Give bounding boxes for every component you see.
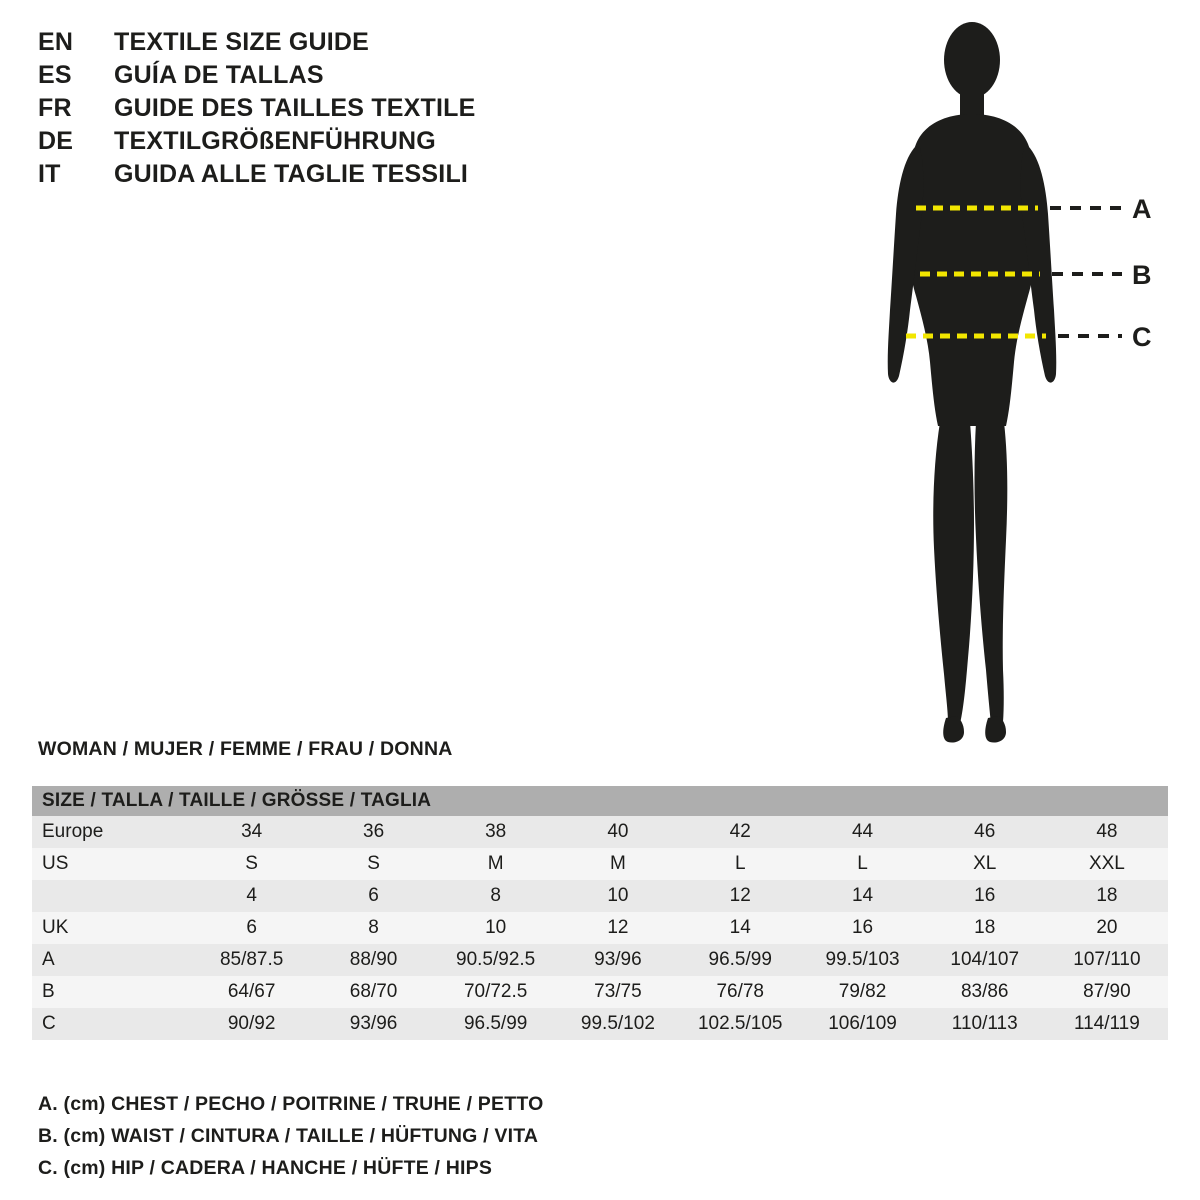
table-cell: 14 <box>679 912 801 944</box>
legend-item-hip: C. (cm) HIP / CADERA / HANCHE / HÜFTE / HIPS <box>38 1157 493 1179</box>
table-cell: 83/86 <box>924 976 1046 1008</box>
table-cell: 87/90 <box>1046 976 1168 1008</box>
table-cell: 104/107 <box>924 944 1046 976</box>
table-cell: 79/82 <box>801 976 923 1008</box>
table-cell: 6 <box>191 912 313 944</box>
table-cell: 70/72.5 <box>434 976 556 1008</box>
language-code: DE <box>38 127 74 155</box>
table-title: SIZE / TALLA / TAILLE / GRÖSSE / TAGLIA <box>32 786 1168 816</box>
table-cell: 34 <box>191 816 313 848</box>
language-title: TEXTILGRÖßENFÜHRUNG <box>114 127 436 155</box>
language-code: IT <box>38 160 61 188</box>
table-row <box>32 912 1168 944</box>
table-cell: M <box>557 848 679 880</box>
table-cell: 14 <box>801 880 923 912</box>
language-row <box>38 160 678 193</box>
callout-label-b: B <box>1132 260 1152 290</box>
table-cell: 42 <box>679 816 801 848</box>
table-cell: 12 <box>679 880 801 912</box>
table-cell: 16 <box>924 880 1046 912</box>
table-cell: 90.5/92.5 <box>434 944 556 976</box>
table-row <box>32 944 1168 976</box>
table-cell: 85/87.5 <box>191 944 313 976</box>
table-row <box>32 1008 1168 1040</box>
table-cell: 10 <box>557 880 679 912</box>
table-cell: 106/109 <box>801 1008 923 1040</box>
table-cell: 12 <box>557 912 679 944</box>
table-row <box>32 976 1168 1008</box>
table-cell: 68/70 <box>313 976 435 1008</box>
row-label <box>32 880 191 912</box>
table-cell: 6 <box>313 880 435 912</box>
table-cell: 73/75 <box>557 976 679 1008</box>
table-cell: 96.5/99 <box>679 944 801 976</box>
row-label: UK <box>32 912 191 944</box>
table-cell: 40 <box>557 816 679 848</box>
table-cell: M <box>434 848 556 880</box>
body-figure <box>860 18 1190 748</box>
table-cell: 48 <box>1046 816 1168 848</box>
table-row <box>32 848 1168 880</box>
legend-item-waist: B. (cm) WAIST / CINTURA / TAILLE / HÜFTUNG / VITA <box>38 1125 539 1147</box>
table-cell: XXL <box>1046 848 1168 880</box>
row-label: A <box>32 944 191 976</box>
table-row <box>32 880 1168 912</box>
row-label: Europe <box>32 816 191 848</box>
language-title: TEXTILE SIZE GUIDE <box>114 28 370 56</box>
language-code: EN <box>38 28 74 56</box>
table-cell: 38 <box>434 816 556 848</box>
language-title-block <box>38 28 678 193</box>
size-table <box>32 786 1168 1040</box>
language-code: ES <box>38 61 72 89</box>
table-cell: 36 <box>313 816 435 848</box>
table-cell: 96.5/99 <box>434 1008 556 1040</box>
row-label: B <box>32 976 191 1008</box>
table-cell: XL <box>924 848 1046 880</box>
table-cell: 4 <box>191 880 313 912</box>
table-cell: 16 <box>801 912 923 944</box>
table-cell: 107/110 <box>1046 944 1168 976</box>
table-cell: 8 <box>434 880 556 912</box>
table-cell: 102.5/105 <box>679 1008 801 1040</box>
table-cell: L <box>801 848 923 880</box>
table-cell: 44 <box>801 816 923 848</box>
language-row <box>38 61 678 94</box>
table-cell: 10 <box>434 912 556 944</box>
table-row <box>32 816 1168 848</box>
table-cell: S <box>191 848 313 880</box>
language-row <box>38 28 678 61</box>
table-cell: 64/67 <box>191 976 313 1008</box>
table-cell: 93/96 <box>557 944 679 976</box>
measurement-legend <box>38 1088 838 1184</box>
table-cell: 20 <box>1046 912 1168 944</box>
row-label: US <box>32 848 191 880</box>
language-row <box>38 127 678 160</box>
legend-item-chest: A. (cm) CHEST / PECHO / POITRINE / TRUHE / PETTO <box>38 1093 544 1115</box>
table-cell: 99.5/103 <box>801 944 923 976</box>
language-row <box>38 94 678 127</box>
female-silhouette-icon <box>860 18 1190 748</box>
table-cell: 88/90 <box>313 944 435 976</box>
table-title-row <box>32 786 1168 816</box>
table-cell: 46 <box>924 816 1046 848</box>
table-cell: 90/92 <box>191 1008 313 1040</box>
callout-label-a: A <box>1132 194 1152 224</box>
language-title: GUÍA DE TALLAS <box>114 61 324 89</box>
language-title: GUIDE DES TAILLES TEXTILE <box>114 94 476 122</box>
table-cell: 76/78 <box>679 976 801 1008</box>
table-cell: 18 <box>1046 880 1168 912</box>
table-cell: L <box>679 848 801 880</box>
table-cell: 114/119 <box>1046 1008 1168 1040</box>
table-cell: 8 <box>313 912 435 944</box>
language-code: FR <box>38 94 72 122</box>
language-title: GUIDA ALLE TAGLIE TESSILI <box>114 160 469 188</box>
table-cell: 110/113 <box>924 1008 1046 1040</box>
table-cell: 99.5/102 <box>557 1008 679 1040</box>
table-cell: 18 <box>924 912 1046 944</box>
callout-label-c: C <box>1132 322 1152 352</box>
table-cell: 93/96 <box>313 1008 435 1040</box>
table-cell: S <box>313 848 435 880</box>
row-label: C <box>32 1008 191 1040</box>
section-heading: WOMAN / MUJER / FEMME / FRAU / DONNA <box>38 738 453 760</box>
